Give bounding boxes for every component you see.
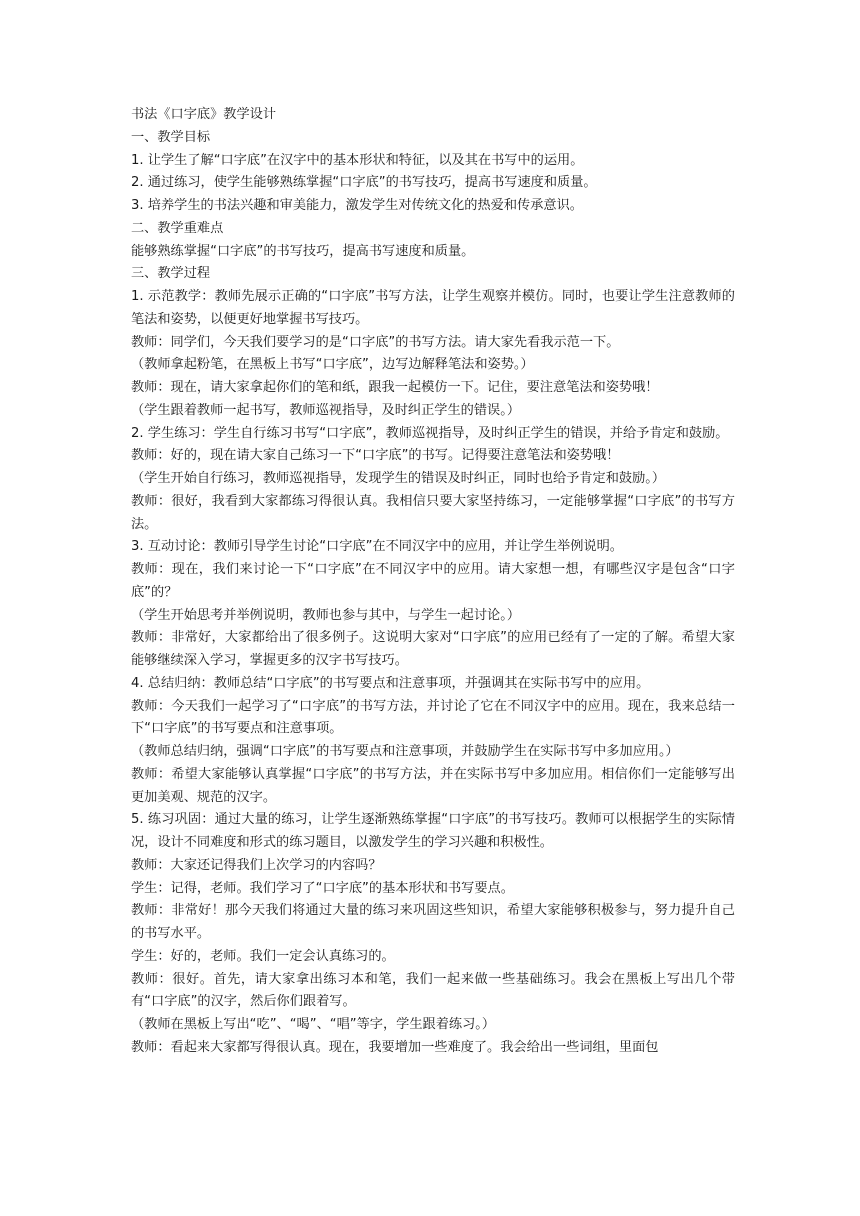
document-body [131, 104, 735, 1060]
dialogue-line: 教师：好的，现在请大家自己练习一下“口字底”的书写。记得要注意笔法和姿势哦！ [131, 448, 620, 464]
dialogue-line: 教师：现在，我们来讨论一下“口字底”在不同汉字中的应用。请大家想一想，有哪些汉字是包含“口字底”的？ [131, 562, 735, 600]
process-step: 4. 总结归纳：教师总结“口字底”的书写要点和注意事项，并强调其在实际书写中的应用。 [131, 675, 650, 691]
process-step: 2. 学生练习：学生自行练习书写“口字底”，教师巡视指导，及时纠正学生的错误，并给予肯定和鼓励。 [131, 425, 729, 441]
stage-direction: （学生开始思考并举例说明，教师也参与其中，与学生一起讨论。） [131, 607, 521, 623]
dialogue-line: 教师：现在，请大家拿起你们的笔和纸，跟我一起模仿一下。记住，要注意笔法和姿势哦！ [131, 380, 659, 395]
dialogue-line: 教师：希望大家能够认真掌握“口字底”的书写方法，并在实际书写中多加应用。相信你们一定能够写出更加美观、规范的汉字。 [131, 766, 735, 805]
dialogue-line: 教师：很好，我看到大家都练习得很认真。我相信只要大家坚持练习，一定能够掌握“口字底”的书写方法。 [131, 493, 735, 532]
dialogue-line: 教师：大家还记得我们上次学习的内容吗？ [131, 857, 382, 873]
objective-item: 3. 培养学生的书法兴趣和审美能力，激发学生对传统文化的热爱和传承意识。 [131, 198, 583, 213]
objective-item: 2. 通过练习，使学生能够熟练掌握“口字底”的书写技巧，提高书写速度和质量。 [131, 175, 597, 191]
stage-direction: （教师在黑板上写出“吃”、“喝”、“唱”等字，学生跟着练习。） [131, 1017, 496, 1032]
dialogue-line: 教师：非常好，大家都给出了很多例子。这说明大家对“口字底”的应用已经有了一定的了解。希望大家能够继续深入学习，掌握更多的汉字书写技巧。 [131, 630, 735, 668]
section-heading-objectives: 一、教学目标 [131, 129, 211, 145]
stage-direction: （学生跟着教师一起书写，教师巡视指导，及时纠正学生的错误。） [131, 402, 521, 418]
section-heading-key-points: 二、教学重难点 [131, 220, 224, 236]
dialogue-line: 教师：非常好！那今天我们将通过大量的练习来巩固这些知识，希望大家能够积极参与，努力提升自己的书写水平。 [131, 903, 735, 941]
stage-direction: （教师总结归纳，强调“口字底”的书写要点和注意事项，并鼓励学生在实际书写中多加应用。） [131, 744, 679, 759]
process-step: 3. 互动讨论：教师引导学生讨论“口字底”在不同汉字中的应用，并让学生举例说明。 [131, 539, 623, 555]
process-step: 5. 练习巩固：通过大量的练习，让学生逐渐熟练掌握“口字底”的书写技巧。教师可以根据学生的实际情况，设计不同难度和形式的练习题目，以激发学生的学习兴趣和积极性。 [131, 812, 735, 850]
section-heading-process: 三、教学过程 [131, 266, 211, 282]
stage-direction: （教师拿起粉笔，在黑板上书写“口字底”，边写边解释笔法和姿势。） [131, 357, 534, 373]
dialogue-line: 教师：今天我们一起学习了“口字底”的书写方法，并讨论了它在不同汉字中的应用。现在，我来总结一下“口字底”的书写要点和注意事项。 [131, 698, 735, 737]
dialogue-line: 教师：很好。首先，请大家拿出练习本和笔，我们一起来做一些基础练习。我会在黑板上写出几个带有“口字底”的汉字，然后你们跟着写。 [131, 971, 735, 1010]
stage-direction: （学生开始自行练习，教师巡视指导，发现学生的错误及时纠正，同时也给予肯定和鼓励。） [131, 471, 666, 486]
document-title: 书法《口字底》教学设计 [131, 107, 277, 122]
dialogue-line: 学生：记得，老师。我们学习了“口字底”的基本形状和书写要点。 [131, 880, 514, 896]
process-step: 1. 示范教学：教师先展示正确的“口字底”书写方法，让学生观察并模仿。同时，也要让学生注意教师的笔法和姿势，以便更好地掌握书写技巧。 [131, 289, 735, 327]
dialogue-line: 教师：看起来大家都写得很认真。现在，我要增加一些难度了。我会给出一些词组，里面包 [131, 1039, 659, 1055]
key-point-text: 能够熟练掌握“口字底”的书写技巧，提高书写速度和质量。 [131, 243, 475, 259]
objective-item: 1. 让学生了解“口字底”在汉字中的基本形状和特征，以及其在书写中的运用。 [131, 152, 584, 168]
dialogue-line: 学生：好的，老师。我们一定会认真练习的。 [131, 948, 395, 964]
dialogue-line: 教师：同学们，今天我们要学习的是“口字底”的书写方法。请大家先看我示范一下。 [131, 334, 620, 350]
